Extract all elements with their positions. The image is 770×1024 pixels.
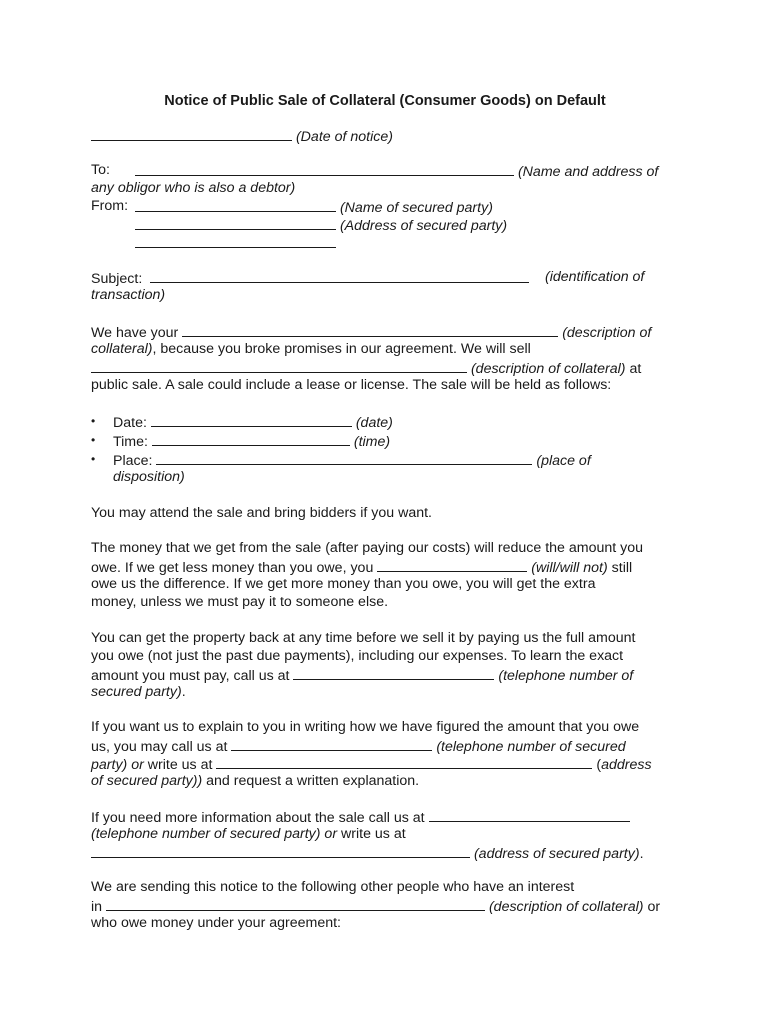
explain-text-4: and request a written explanation. xyxy=(202,773,420,789)
from-label: From: xyxy=(91,198,129,214)
others-line-1: We are sending this notice to the following other people who have an interest xyxy=(91,879,575,895)
collateral-line-3 xyxy=(91,358,641,378)
collateral-text-2: , because you broke promises in our agreement. We will sell xyxy=(152,341,531,357)
collateral-line-2 xyxy=(91,340,531,358)
explain-address-hint: address xyxy=(601,757,652,773)
sale-time-hint: (time) xyxy=(353,434,391,450)
from-address-line xyxy=(135,215,507,235)
money-tail-2: still xyxy=(607,560,633,576)
others-tail-2: or xyxy=(643,899,661,915)
property-text-3: amount you must pay, call us at xyxy=(91,668,290,684)
collateral-line-1 xyxy=(91,322,651,342)
info-text-1: If you need more information about the sale call us at xyxy=(91,810,425,826)
sale-place-blank[interactable] xyxy=(156,450,532,465)
from-address-line-2 xyxy=(135,233,336,253)
sale-place-line xyxy=(113,450,591,470)
money-line-2 xyxy=(91,557,632,577)
to-label: To: xyxy=(91,162,110,178)
info-tail-3: . xyxy=(639,846,644,862)
bullet-time: • xyxy=(91,433,96,447)
document-title: Notice of Public Sale of Collateral (Consumer Goods) on Default xyxy=(164,93,606,109)
subject-label: Subject: xyxy=(91,271,143,287)
explain-line-2 xyxy=(91,736,626,756)
info-address-hint: (address of secured party) xyxy=(473,846,640,862)
explain-address-blank[interactable] xyxy=(216,754,592,769)
property-tail-4: . xyxy=(181,684,186,700)
info-line-1 xyxy=(91,807,630,827)
property-hint-4: secured party) xyxy=(91,684,182,700)
subject-line xyxy=(91,268,529,288)
secured-party-address-blank[interactable] xyxy=(135,215,336,230)
collateral-text-3: at xyxy=(625,361,642,377)
date-of-notice-hint: (Date of notice) xyxy=(295,129,393,145)
explain-text-2: us, you may call us at xyxy=(91,739,228,755)
secured-party-address-blank-2[interactable] xyxy=(135,233,336,248)
sale-time-line xyxy=(113,431,390,451)
property-line-2: you owe (not just the past due payments), including our expenses. To learn the exact xyxy=(91,648,624,664)
attend-text: You may attend the sale and bring bidders if you want. xyxy=(91,505,432,521)
property-line-4 xyxy=(91,683,186,701)
sale-time-label: Time: xyxy=(113,434,148,450)
to-hint-continued: any obligor who is also a debtor) xyxy=(91,180,296,196)
sale-date-blank[interactable] xyxy=(151,412,352,427)
collateral-hint-2: collateral) xyxy=(91,341,153,357)
bullet-date: • xyxy=(91,414,96,428)
info-line-2 xyxy=(91,825,406,843)
others-collateral-blank[interactable] xyxy=(106,896,485,911)
will-will-not-hint: (will/will not) xyxy=(531,560,608,576)
explain-line-1: If you want us to explain to you in writing how we have figured the amount that you owe xyxy=(91,719,640,735)
date-of-notice-blank[interactable] xyxy=(91,126,292,141)
money-line-4: money, unless we must pay it to someone else. xyxy=(91,594,389,610)
subject-hint: (identification of xyxy=(545,269,645,285)
property-phone-hint: (telephone number of xyxy=(498,668,634,684)
collateral-description-blank[interactable] xyxy=(182,322,558,337)
sale-place-label: Place: xyxy=(113,453,153,469)
sale-time-blank[interactable] xyxy=(152,431,350,446)
info-phone-blank[interactable] xyxy=(429,807,630,822)
property-phone-blank[interactable] xyxy=(293,665,494,680)
secured-party-name-blank[interactable] xyxy=(135,197,336,212)
sale-date-hint: (date) xyxy=(355,415,393,431)
from-name-line xyxy=(135,197,493,217)
to-line xyxy=(135,161,658,181)
explain-phone-blank[interactable] xyxy=(231,736,432,751)
secured-party-address-hint: (Address of secured party) xyxy=(339,218,508,234)
explain-paren: ( xyxy=(596,757,602,773)
will-will-not-blank[interactable] xyxy=(377,557,527,572)
sale-place-hint-continued: disposition) xyxy=(113,469,185,485)
others-text-2: in xyxy=(91,899,103,915)
property-line-3 xyxy=(91,665,633,685)
sale-date-label: Date: xyxy=(113,415,147,431)
others-line-3: who owe money under your agreement: xyxy=(91,915,341,931)
info-hint-2: (telephone number of secured party) or xyxy=(91,826,338,842)
info-line-3 xyxy=(91,843,644,863)
bullet-place: • xyxy=(91,452,96,466)
explain-line-4 xyxy=(91,772,419,790)
info-text-2: write us at xyxy=(337,826,406,842)
others-collateral-hint: (description of collateral) xyxy=(488,899,644,915)
subject-hint-continued: transaction) xyxy=(91,287,166,303)
collateral-line-4: public sale. A sale could include a lease or license. The sale will be held as follows: xyxy=(91,377,612,393)
collateral-sell-blank[interactable] xyxy=(91,358,467,373)
secured-party-name-hint: (Name of secured party) xyxy=(339,200,493,216)
info-address-blank[interactable] xyxy=(91,843,470,858)
sale-date-line xyxy=(113,412,393,432)
explain-line-3 xyxy=(91,754,652,774)
others-line-2 xyxy=(91,896,660,916)
money-line-3: owe us the difference. If we get more money than you owe, you will get the extra xyxy=(91,576,596,592)
explain-text-3: write us at xyxy=(143,757,213,773)
explain-hint-4: of secured party)) xyxy=(91,773,203,789)
money-line-1: The money that we get from the sale (after paying our costs) will reduce the amount you xyxy=(91,540,644,556)
collateral-hint-1: (description of xyxy=(562,325,652,341)
date-of-notice-line xyxy=(91,126,393,146)
collateral-hint-3: (description of collateral) xyxy=(470,361,626,377)
collateral-text-1: We have your xyxy=(91,325,179,341)
money-text-2: owe. If we get less money than you owe, you xyxy=(91,560,374,576)
sale-place-hint: (place of xyxy=(536,453,591,469)
explain-hint-3: party) or xyxy=(91,757,144,773)
transaction-id-blank[interactable] xyxy=(150,268,529,283)
property-line-1: You can get the property back at any time before we sell it by paying us the full amount xyxy=(91,630,636,646)
explain-phone-hint: (telephone number of secured xyxy=(436,739,626,755)
obligor-name-address-blank[interactable] xyxy=(135,161,514,176)
to-hint: (Name and address of xyxy=(517,164,659,180)
